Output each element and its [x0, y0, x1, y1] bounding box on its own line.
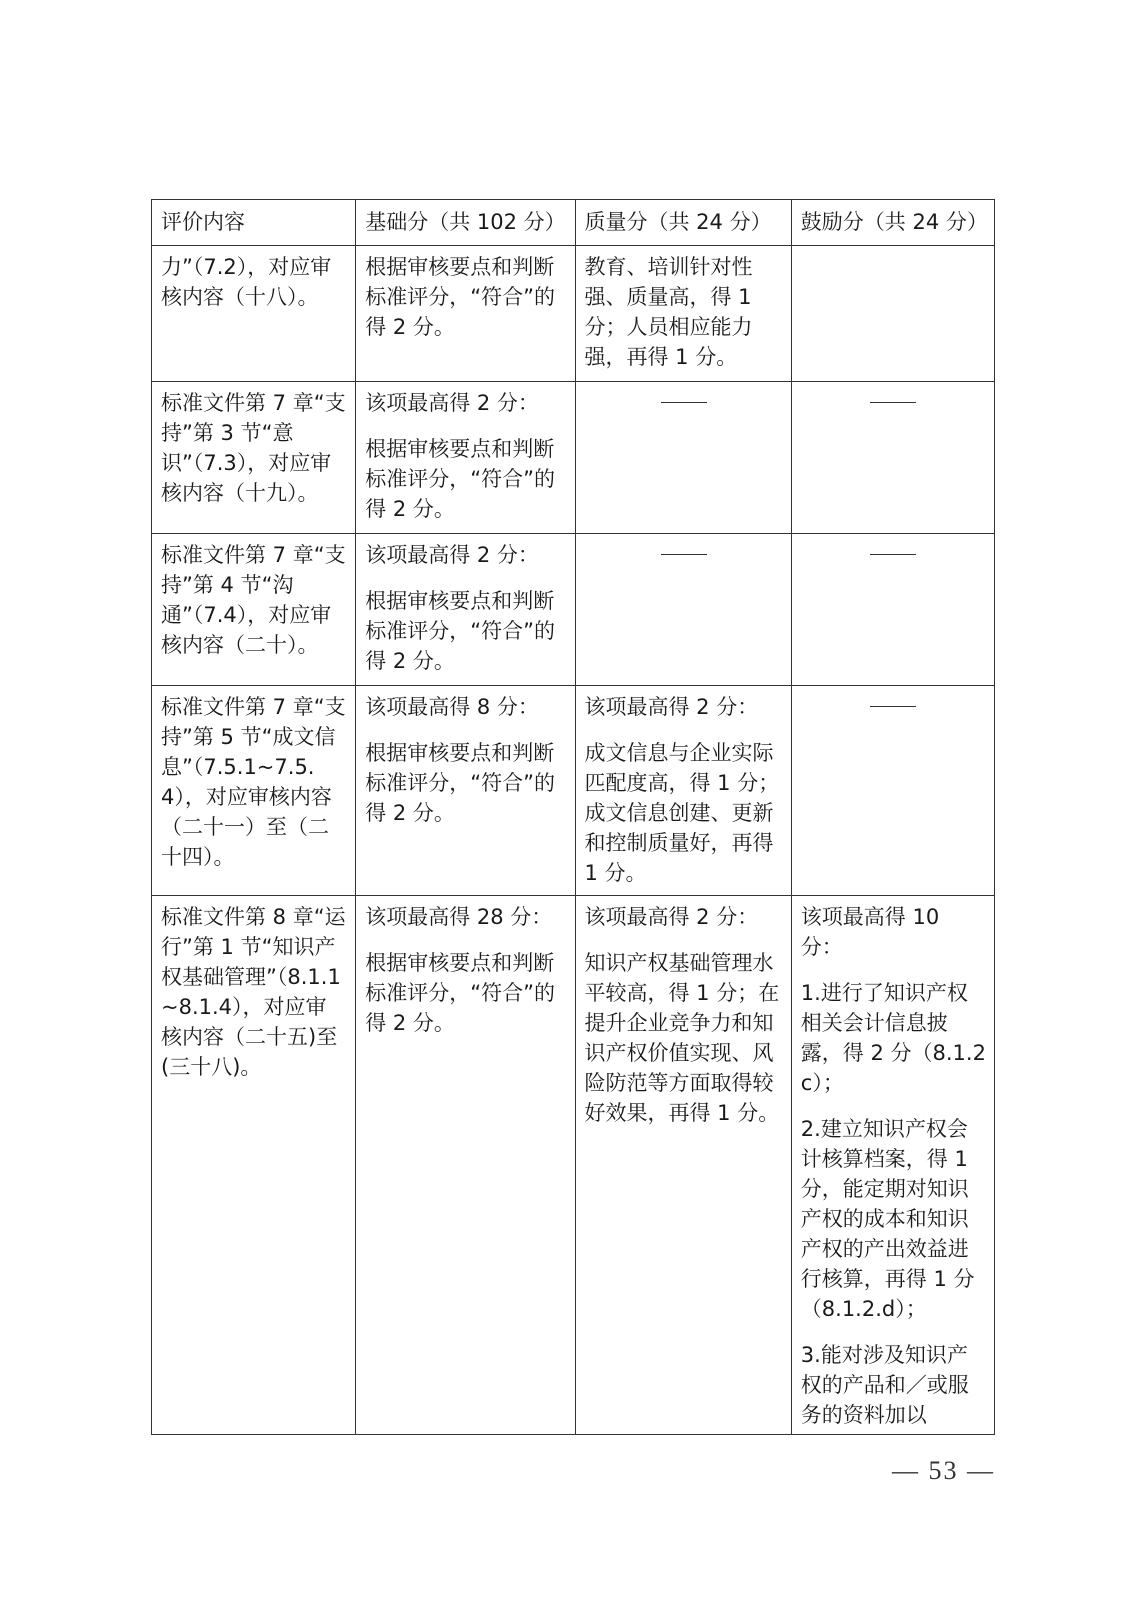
cell-text: 该项最高得 2 分： [584, 905, 759, 929]
cell-text: 根据审核要点和判断标准评分，“符合”的得 2 分。 [365, 951, 555, 1035]
cell-text: 知识产权基础管理水平较高，得 1 分；在提升企业竞争力和知识产权价值实现、风险防范等方面取得较好效果，再得 1 分。 [584, 951, 780, 1125]
cell-bonus [791, 534, 994, 686]
cell-content [152, 896, 356, 1435]
cell-text: 标准文件第 8 章“运行”第 1 节“知识产权基础管理”（8.1.1~8.1.4），对应审核内容（二十五)至(三十八)。 [161, 905, 346, 1079]
table-row [152, 686, 995, 896]
cell-basic [356, 534, 575, 686]
cell-basic [356, 382, 575, 534]
header-basic-score: 基础分（共 102 分） [356, 200, 575, 246]
cell-text: 3.能对涉及知识产权的产品和／或服务的资料加以 [800, 1343, 969, 1427]
cell-content [152, 534, 356, 686]
cell-quality [575, 896, 791, 1435]
table-header-row [152, 200, 995, 246]
header-quality-score: 质量分（共 24 分） [575, 200, 791, 246]
cell-text: 该项最高得 2 分： [584, 695, 759, 719]
cell-bonus [791, 896, 994, 1435]
cell-text: 该项最高得 2 分： [365, 391, 539, 415]
cell-bonus [791, 382, 994, 534]
table-row [152, 382, 995, 534]
cell-text: 1.进行了知识产权相关会计信息披露，得 2 分（8.1.2c）； [800, 981, 986, 1095]
cell-basic [356, 246, 575, 382]
cell-content [152, 246, 356, 382]
cell-quality [575, 534, 791, 686]
cell-basic [356, 686, 575, 896]
evaluation-table [151, 199, 995, 1435]
cell-text: 成文信息与企业实际匹配度高，得 1 分；成文信息创建、更新和控制质量好，再得 1 分。 [584, 741, 780, 885]
cell-bonus [791, 246, 994, 382]
empty-dash [870, 554, 916, 555]
empty-dash [661, 554, 707, 555]
cell-basic [356, 896, 575, 1435]
table-row [152, 896, 995, 1435]
cell-text: 标准文件第 7 章“支持”第 4 节“沟通”（7.4），对应审核内容（二十）。 [161, 543, 346, 657]
cell-text: 力”（7.2），对应审核内容（十八）。 [161, 255, 332, 309]
empty-dash [870, 402, 916, 403]
cell-text: 该项最高得 2 分： [365, 543, 539, 567]
cell-text: 标准文件第 7 章“支持”第 5 节“成文信息”（7.5.1~7.5.4），对应审核内容（二十一）至（二十四）。 [161, 695, 346, 869]
empty-dash [661, 402, 707, 403]
cell-text: 该项最高得 8 分： [365, 695, 539, 719]
empty-dash [870, 706, 916, 707]
cell-text: 根据审核要点和判断标准评分，“符合”的得 2 分。 [365, 255, 555, 339]
cell-content [152, 382, 356, 534]
header-evaluation-content: 评价内容 [152, 200, 356, 246]
cell-text: 教育、培训针对性强、质量高，得 1 分；人员相应能力强，再得 1 分。 [584, 255, 753, 369]
cell-text: 标准文件第 7 章“支持”第 3 节“意识”（7.3），对应审核内容（十九）。 [161, 391, 346, 505]
cell-bonus [791, 686, 994, 896]
table-row [152, 534, 995, 686]
cell-quality [575, 246, 791, 382]
page-number: — 53 — [892, 1456, 995, 1485]
cell-content [152, 686, 356, 896]
cell-quality [575, 382, 791, 534]
cell-text: 该项最高得 28 分： [365, 905, 553, 929]
cell-text: 根据审核要点和判断标准评分，“符合”的得 2 分。 [365, 741, 555, 825]
table-row [152, 246, 995, 382]
header-bonus-score: 鼓励分（共 24 分） [791, 200, 994, 246]
cell-quality [575, 686, 791, 896]
cell-text: 根据审核要点和判断标准评分，“符合”的得 2 分。 [365, 589, 555, 673]
cell-text: 该项最高得 10 分： [800, 905, 940, 959]
cell-text: 根据审核要点和判断标准评分，“符合”的得 2 分。 [365, 437, 555, 521]
cell-text: 2.建立知识产权会计核算档案，得 1 分，能定期对知识产权的成本和知识产权的产出效益进行核算，再得 1 分（8.1.2.d）； [800, 1117, 975, 1321]
